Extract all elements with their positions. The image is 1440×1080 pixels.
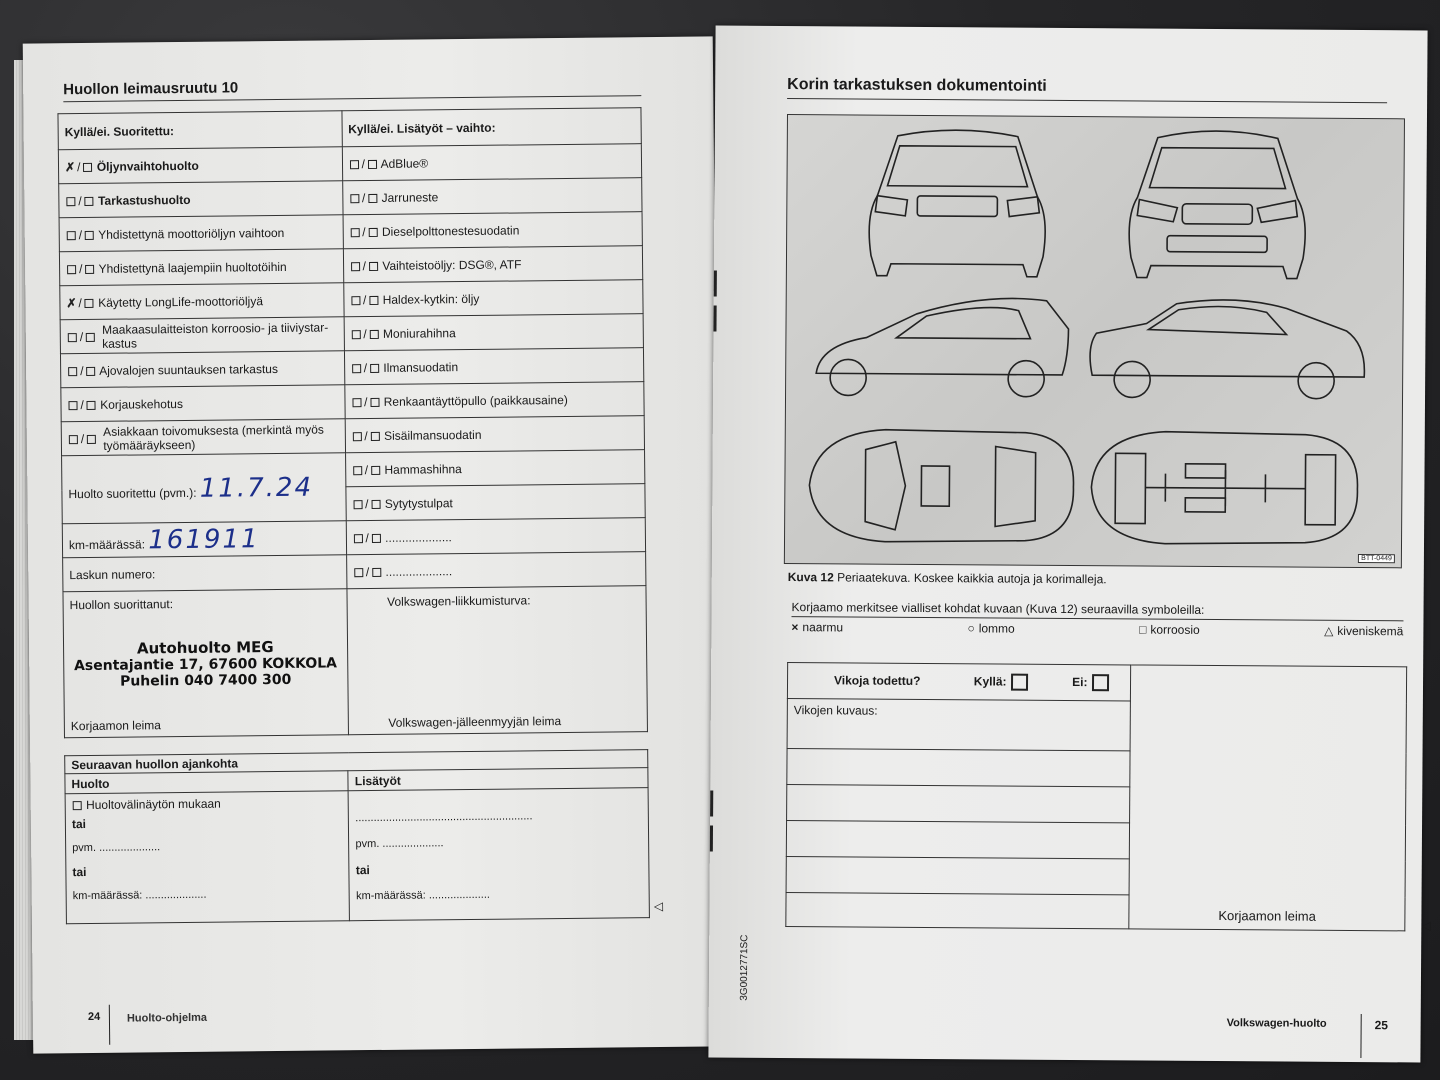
stamp-address: Asentajantie 17, 67600 KOKKOLA	[73, 655, 338, 675]
checkbox-yes[interactable]	[68, 401, 77, 410]
workshop-stamp	[70, 637, 341, 690]
vikoja-todettu-row	[787, 663, 1131, 701]
right-page-number: 25	[1374, 1018, 1389, 1033]
row-sytytystulpat: / Sytytystulpat	[345, 484, 645, 521]
km-label: km-määrässä:	[68, 536, 146, 552]
row-maakaasu: / Maakaasulaitteiston korroosio- ja tiiviystar-kastus	[60, 317, 344, 354]
checkbox-yes[interactable]	[350, 194, 359, 203]
arrow-left-icon: ◁	[653, 898, 664, 914]
caption-label: Kuva 12	[787, 570, 834, 585]
checkbox-yes-checked[interactable]: ✗	[66, 295, 77, 310]
staple-mark	[710, 791, 721, 817]
row-laajemmat: / Yhdistettynä laajempiin huoltotöihin	[59, 249, 343, 286]
next-service-header: Seuraavan huollon ajankohta	[65, 750, 648, 774]
laskun-numero-label: Laskun numero:	[69, 566, 156, 582]
row-label: Dieselpolttonestesuodatin	[381, 222, 520, 239]
row-label: ....................	[385, 529, 452, 545]
row-asiakkaan-toivomus: / Asiakkaan toivomuksesta (merkintä myös työmääräykseen)	[61, 419, 345, 456]
vikojen-kuvaus-label: Vikojen kuvaus:	[793, 703, 878, 718]
km-cell	[62, 521, 346, 558]
row-label: Maakaasulaitteiston korroosio- ja tiiviystar-kastus	[101, 319, 329, 351]
checkbox-yes[interactable]	[353, 534, 362, 543]
row-label: Renkaantäyttöpullo (paikkausaine)	[383, 392, 568, 409]
checkbox-yes-checked[interactable]: ✗	[64, 159, 76, 174]
row-sisailmansuodatin: / Sisäilmansuodatin	[345, 416, 645, 453]
left-footer-text: Huolto-ohjelma	[126, 1011, 208, 1025]
tai-label: tai	[355, 863, 370, 878]
checkbox-yes[interactable]	[67, 265, 76, 274]
checkbox-yes[interactable]	[354, 568, 363, 577]
staple-mark	[713, 306, 724, 332]
kylla-label: Kyllä:	[973, 674, 1007, 689]
next-service-table	[64, 749, 650, 924]
checkbox-yes[interactable]	[66, 197, 75, 206]
description-line[interactable]	[787, 785, 1131, 823]
symbol-kiveniskema	[1324, 624, 1403, 639]
korjaamon-leima-label: Korjaamon leima	[1218, 908, 1316, 924]
checkbox-no[interactable]	[369, 296, 378, 305]
row-label: Moniurahihna	[382, 325, 456, 341]
pvm-field[interactable]: pvm. ....................	[72, 841, 161, 855]
symbol-label: korroosio	[1150, 622, 1200, 637]
left-page-title: Huollon leimausruutu 10	[63, 79, 239, 99]
checkbox-yes[interactable]	[69, 435, 78, 444]
checkbox-yes[interactable]	[351, 296, 360, 305]
triangle-icon: △	[1324, 623, 1334, 638]
symbol-naarmu	[791, 620, 843, 634]
left-page-number: 24	[87, 1010, 101, 1024]
checkbox-no[interactable]	[368, 160, 377, 169]
handwritten-date[interactable]: 11.7.24	[199, 472, 314, 504]
row-blank-1: / ....................	[346, 518, 646, 555]
left-page	[23, 36, 724, 1053]
col-header-lisatyot: Kyllä/ei. Lisätyöt – vaihto:	[341, 108, 641, 147]
row-label: Jarruneste	[381, 189, 439, 205]
row-tarkastushuolto: / Tarkastushuolto	[59, 181, 343, 218]
col-header-suoritettu: Kyllä/ei. Suoritettu:	[58, 111, 342, 150]
right-page	[708, 26, 1431, 1063]
checkbox-yes[interactable]	[351, 262, 360, 271]
staple-mark	[710, 826, 721, 852]
checkbox-yes[interactable]	[352, 432, 361, 441]
checkbox-no[interactable]	[371, 466, 380, 475]
next-col-lisatyot: Lisätyöt	[348, 768, 648, 791]
huollon-suorittanut-label: Huollon suorittanut:	[69, 597, 174, 613]
row-oljynvaihto: ✗ / Öljynvaihtohuolto	[58, 147, 342, 184]
checkbox-no[interactable]	[372, 534, 381, 543]
huolto-suoritettu-cell	[62, 453, 346, 524]
figure-caption	[788, 570, 1107, 586]
staple-mark	[714, 271, 725, 297]
km-right-field[interactable]: km-määrässä: ....................	[355, 888, 490, 903]
stamp-phone: Puhelin 040 7400 300	[119, 671, 292, 690]
row-ilmansuodatin: / Ilmansuodatin	[344, 348, 644, 385]
korjaamon-leima-label: Korjaamon leima	[70, 718, 161, 734]
tai-label: tai	[71, 817, 86, 832]
row-korjauskehotus: / Korjauskehotus	[61, 385, 345, 422]
row-jarruneste: / Jarruneste	[342, 178, 642, 215]
row-vaihteistooljy: / Vaihteistoöljy: DSG®, ATF	[343, 246, 643, 283]
row-label: Yhdistettynä laajempiin huoltotöihin	[98, 259, 287, 276]
row-label: Sisäilmansuodatin	[383, 427, 482, 443]
checkbox-yes[interactable]	[68, 367, 77, 376]
vw-liikkumisturva-label: Volkswagen-liikkumisturva:	[387, 593, 531, 609]
row-renkaantayttopullo: / Renkaantäyttöpullo (paikkausaine)	[344, 382, 644, 419]
next-lisatyot-cell	[348, 788, 649, 921]
checkbox-no[interactable]	[370, 330, 379, 339]
handwritten-km[interactable]: 161911	[148, 523, 260, 555]
symbol-label: lommo	[978, 621, 1015, 636]
description-line[interactable]	[787, 749, 1131, 787]
row-label: Yhdistettynä moottoriöljyn vaihtoon	[98, 225, 285, 242]
symbol-lommo	[967, 621, 1014, 635]
lisatyot-field[interactable]: ..........................................................	[355, 810, 533, 825]
tai-label: tai	[72, 865, 87, 880]
checkbox-yes[interactable]	[349, 160, 358, 169]
next-col-huolto: Huolto	[65, 771, 349, 794]
row-moniurahihna: / Moniurahihna	[344, 314, 644, 351]
checkbox-no[interactable]	[85, 299, 94, 308]
next-huolto-cell	[65, 791, 350, 924]
huollon-suorittanut-cell	[63, 589, 348, 738]
checkbox-yes[interactable]	[353, 500, 362, 509]
laskun-numero-cell	[63, 555, 347, 592]
checkbox-no[interactable]	[86, 367, 95, 376]
footer-divider	[109, 1005, 110, 1045]
row-adblue: / AdBlue®	[342, 144, 642, 181]
checkbox-no[interactable]	[372, 568, 381, 577]
right-page-title: Korin tarkastuksen dokumentointi	[787, 76, 1047, 95]
row-longlife: ✗ / Käytetty LongLife-moottoriöljyä	[60, 283, 344, 320]
checkbox-yes[interactable]	[351, 330, 360, 339]
vw-liikkumisturva-cell	[346, 586, 647, 735]
row-label: Öljynvaihtohuolto	[96, 158, 199, 174]
row-label: Ajovalojen suuntauksen tarkastus	[99, 361, 279, 378]
vikoja-todettu-label: Vikoja todettu?	[833, 673, 921, 688]
checkbox-no[interactable]	[369, 262, 378, 271]
row-label: Tarkastushuolto	[97, 192, 191, 208]
checkbox-no[interactable]	[368, 194, 377, 203]
checkbox-no[interactable]	[371, 500, 380, 509]
cross-icon: ×	[791, 620, 799, 635]
checkbox-no[interactable]	[85, 231, 94, 240]
checkbox-huoltovali[interactable]	[73, 801, 82, 810]
row-ajovalot: / Ajovalojen suuntauksen tarkastus	[60, 351, 344, 388]
row-label: Hammashihna	[384, 461, 462, 477]
huolto-suoritettu-label: Huolto suoritettu (pvm.):	[68, 485, 197, 501]
symbol-label: naarmu	[802, 620, 844, 635]
vw-jalleenmyyja-leima-label: Volkswagen-jälleenmyyjän leima	[388, 714, 562, 730]
checkbox-yes[interactable]	[352, 364, 361, 373]
row-haldex: / Haldex-kytkin: öljy	[343, 280, 643, 317]
description-line[interactable]	[786, 893, 1130, 929]
row-hammashihna: / Hammashihna	[345, 450, 645, 487]
checkbox-no[interactable]	[86, 333, 95, 342]
checkbox-yes[interactable]	[353, 466, 362, 475]
checkbox-no[interactable]	[87, 435, 96, 444]
checkbox-no[interactable]	[370, 398, 379, 407]
title-rule	[787, 98, 1387, 103]
checkbox-no[interactable]	[370, 364, 379, 373]
checkbox-no[interactable]	[369, 228, 378, 237]
checkbox-no[interactable]	[87, 401, 96, 410]
row-blank-2: / ....................	[346, 552, 646, 589]
service-stamp-table	[57, 107, 648, 738]
stamp-name: Autohuolto MEG	[136, 638, 274, 658]
instruction-text: Korjaamo merkitsee vialliset kohdat kuvaan (Kuva 12) seuraavilla symboleilla:	[791, 600, 1205, 617]
row-diesel: / Dieselpolttonestesuodatin	[343, 212, 643, 249]
description-line[interactable]	[786, 857, 1130, 895]
checkbox-yes[interactable]	[67, 231, 76, 240]
row-label: Korjauskehotus	[100, 396, 183, 412]
car-outlines	[785, 115, 1404, 567]
checkbox-yes[interactable]	[350, 228, 359, 237]
symbol-legend	[791, 620, 1403, 638]
ei-label: Ei:	[1072, 674, 1088, 689]
side-code: 3G0012771SC	[738, 934, 751, 1001]
checkbox-no[interactable]	[85, 197, 94, 206]
row-label: ....................	[385, 563, 453, 579]
caption-text: Periaatekuva. Koskee kaikkia autoja ja korimalleja.	[837, 570, 1107, 587]
row-label: AdBlue®	[380, 155, 429, 171]
symbol-korroosio	[1139, 622, 1200, 636]
row-label: Ilmansuodatin	[383, 359, 459, 375]
checkbox-kylla[interactable]	[1011, 674, 1028, 691]
footer-divider	[1360, 1014, 1361, 1058]
description-line[interactable]	[786, 821, 1130, 859]
square-icon: □	[1139, 622, 1147, 637]
row-label: Käytetty LongLife-moottoriöljyä	[98, 293, 264, 310]
vikojen-kuvaus-field[interactable]	[787, 699, 1131, 751]
circle-icon: ○	[967, 621, 975, 636]
checkbox-no[interactable]	[85, 265, 94, 274]
right-footer-text: Volkswagen-huolto	[1226, 1017, 1327, 1030]
checkbox-no[interactable]	[83, 163, 92, 172]
pvm-right-field[interactable]: pvm. ....................	[355, 837, 444, 851]
checkbox-no[interactable]	[371, 432, 380, 441]
row-label: Asiakkaan toivomuksesta (merkintä myös työmääräykseen)	[103, 422, 324, 453]
huoltovali-label: Huoltovälinäytön mukaan	[85, 796, 221, 813]
checkbox-yes[interactable]	[352, 398, 361, 407]
korjaamon-leima-cell	[1129, 665, 1406, 931]
row-label: Vaihteistoöljy: DSG®, ATF	[382, 256, 522, 273]
defects-table	[785, 662, 1407, 931]
km-field[interactable]: km-määrässä: ....................	[72, 888, 207, 903]
arrow-left-icon: ◁	[1421, 918, 1431, 933]
diagram-code: BTT-0449	[1358, 554, 1395, 563]
row-moottoriolja: / Yhdistettynä moottoriöljyn vaihtoon	[59, 215, 343, 252]
row-label: Haldex-kytkin: öljy	[382, 291, 480, 307]
symbol-label: kiveniskemä	[1337, 623, 1404, 639]
checkbox-yes[interactable]	[68, 333, 77, 342]
checkbox-ei[interactable]	[1092, 674, 1109, 691]
car-body-diagram	[784, 114, 1405, 568]
row-label: Sytytystulpat	[384, 495, 453, 511]
